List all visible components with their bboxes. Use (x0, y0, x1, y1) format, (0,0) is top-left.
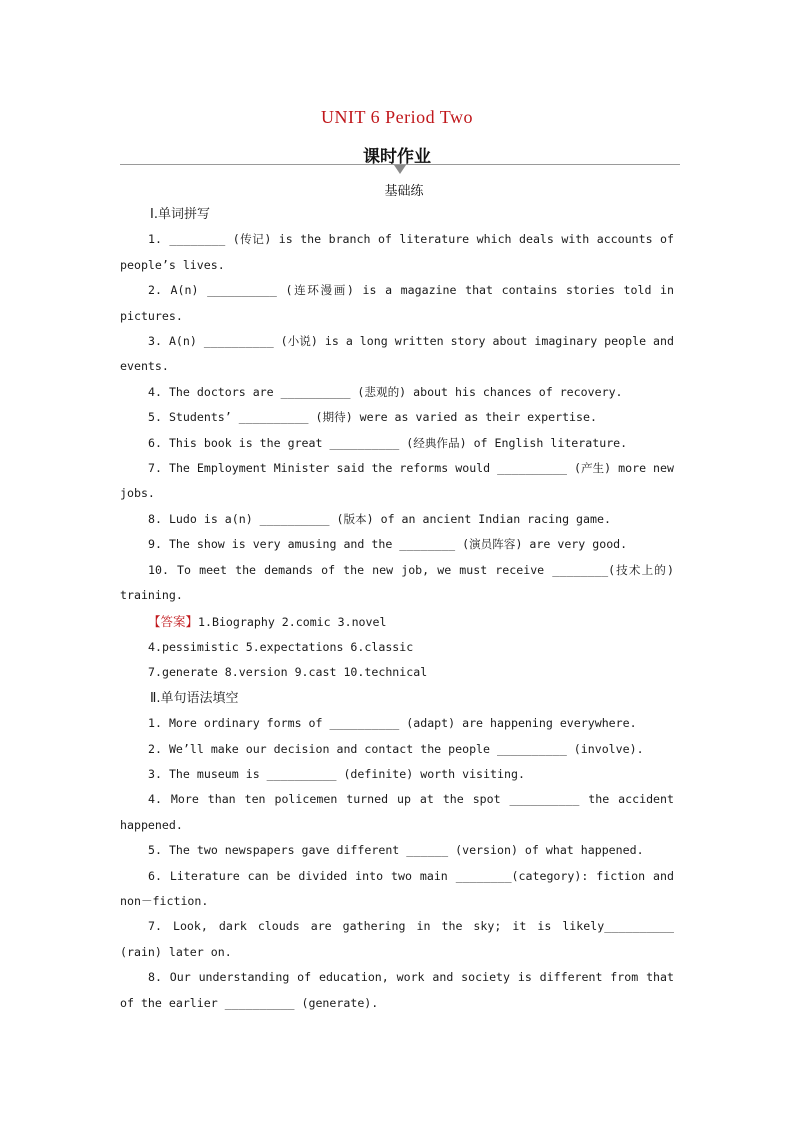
question-item: 10. To meet the demands of the new job, we must receive ________(技术上的) training. (120, 562, 674, 603)
question-item: 6. This book is the great __________ (经典作品) of English literature. (148, 435, 628, 450)
question-item: 7. The Employment Minister said the reforms would __________ (产生) more new jobs. (120, 461, 674, 501)
question-item: 3. The museum is __________ (definite) worth visiting. (148, 766, 525, 781)
section-title: 基础练 (384, 184, 424, 199)
question-item: 2. A(n) __________ (连环漫画) is a magazine that contains stories told in pictures. (120, 283, 674, 323)
question-item: 6. Literature can be divided into two main ________(category): fiction and non－fiction. (120, 868, 674, 908)
question-item: 4. The doctors are __________ (悲观的) about his chances of recovery. (148, 384, 623, 399)
answer-label: 【答案】 (148, 613, 199, 629)
page-title: UNIT 6 Period Two (320, 107, 474, 127)
question-item: 5. The two newspapers gave different ______ (version) of what happened. (148, 843, 644, 858)
exercise-content (120, 202, 674, 1016)
question-item: 2. We’ll make our decision and contact the people __________ (involve). (148, 741, 644, 756)
part1-heading: Ⅰ.单词拼写 (150, 207, 210, 222)
question-item: 5. Students’ __________ (期待) were as varied as their expertise. (148, 410, 597, 425)
question-item: 8. Our understanding of education, work and society is different from that of the earlier __________ (generate). (120, 970, 674, 1010)
question-item: 1. ________ (传记) is the branch of literature which deals with accounts of people’s lives. (120, 232, 674, 272)
answer-text: 1.Biography 2.comic 3.novel (198, 614, 387, 629)
question-item: 3. A(n) __________ (小说) is a long written story about imaginary people and events. (120, 334, 674, 374)
part2-heading: Ⅱ.单句语法填空 (150, 690, 239, 706)
answer-line: 7.generate 8.version 9.cast 10.technical (148, 665, 428, 680)
question-item: 9. The show is very amusing and the ________ (演员阵容) are very good. (148, 537, 628, 552)
question-item: 1. More ordinary forms of __________ (adapt) are happening everywhere. (148, 716, 637, 731)
triangle-marker-icon (394, 165, 406, 174)
question-item: 7. Look, dark clouds are gathering in the sky; it is likely__________ (rain) later on. (120, 919, 674, 959)
answer-line (120, 609, 674, 635)
question-item: 8. Ludo is a(n) __________ (版本) of an ancient Indian racing game. (148, 511, 611, 526)
question-item: 4. More than ten policemen turned up at the spot __________ the accident happened. (120, 792, 674, 832)
page-subtitle: 课时作业 (363, 147, 431, 167)
answer-line: 4.pessimistic 5.expectations 6.classic (148, 639, 414, 654)
